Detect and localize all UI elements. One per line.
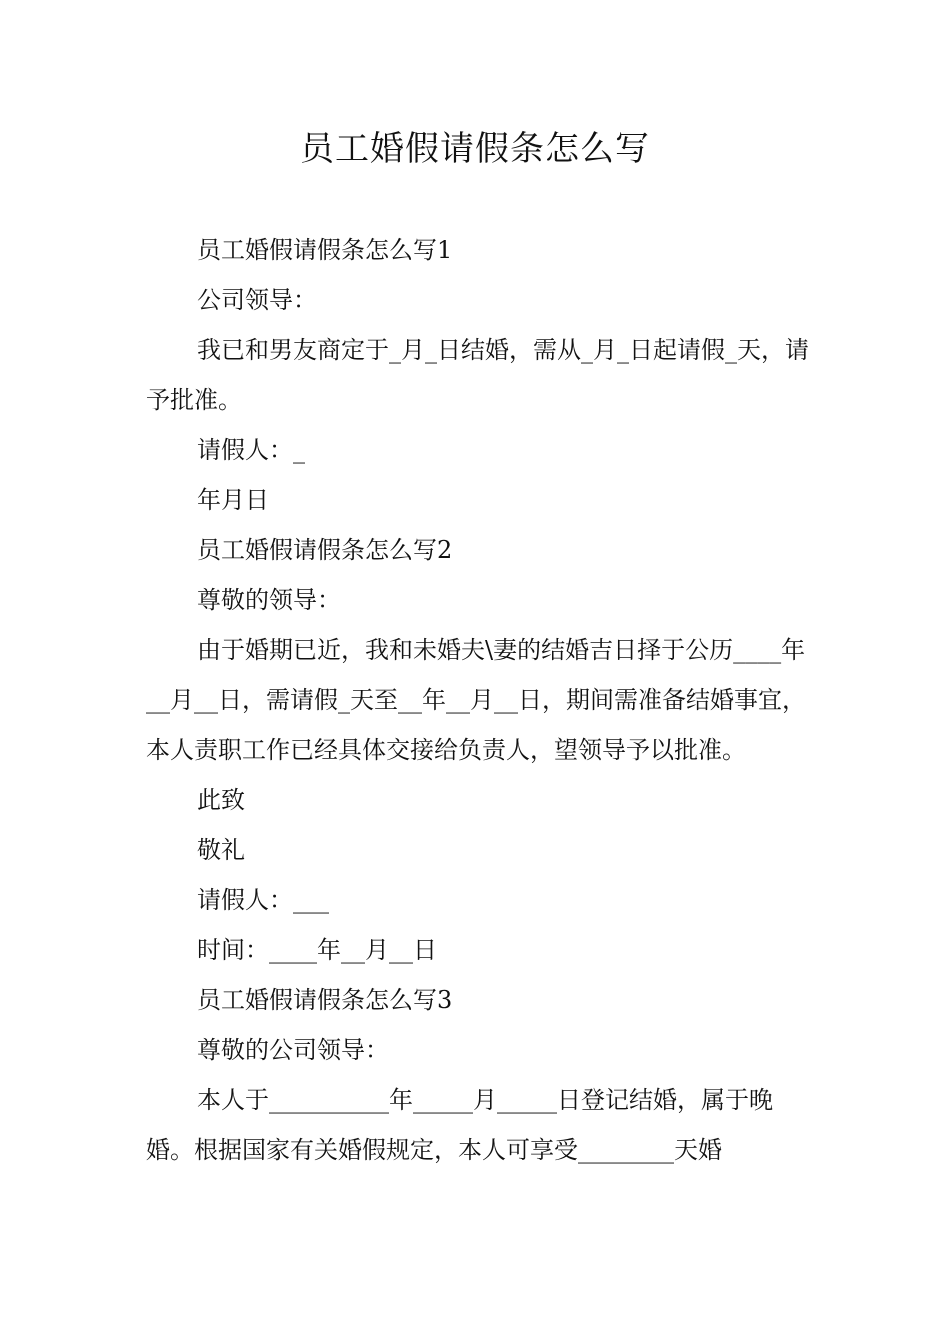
- closing-salute: 敬礼: [197, 836, 245, 864]
- section-heading-3: 员工婚假请假条怎么写3: [197, 986, 453, 1014]
- salutation-2: 尊敬的领导：: [197, 586, 341, 614]
- body-paragraph-3: 本人于__________年_____月_____日登记结婚，属于晚婚。根据国家有关婚假规定，本人可享受________天婚: [146, 1086, 773, 1164]
- date-line-1: 年月日: [197, 486, 269, 514]
- document-body: [146, 225, 812, 1175]
- date-line-2: 时间：____年__月__日: [197, 936, 437, 964]
- salutation-3: 尊敬的公司领导：: [197, 1036, 389, 1064]
- body-paragraph-1: 我已和男友商定于_月_日结婚，需从_月_日起请假_天，请予批准。: [146, 336, 809, 414]
- section-heading-1: 员工婚假请假条怎么写1: [197, 236, 453, 264]
- document-title: 员工婚假请假条怎么写: [300, 129, 650, 169]
- body-paragraph-2: 由于婚期已近，我和未婚夫\妻的结婚吉日择于公历____年__月__日，需请假_天至__年__月__日，期间需准备结婚事宜，本人责职工作已经具体交接给负责人，望领导予以批准。: [146, 636, 806, 764]
- closing-greeting: 此致: [197, 786, 245, 814]
- applicant-line-2: 请假人：___: [197, 886, 329, 914]
- applicant-line-1: 请假人：_: [197, 436, 305, 464]
- section-heading-2: 员工婚假请假条怎么写2: [197, 536, 453, 564]
- salutation-1: 公司领导：: [197, 286, 317, 314]
